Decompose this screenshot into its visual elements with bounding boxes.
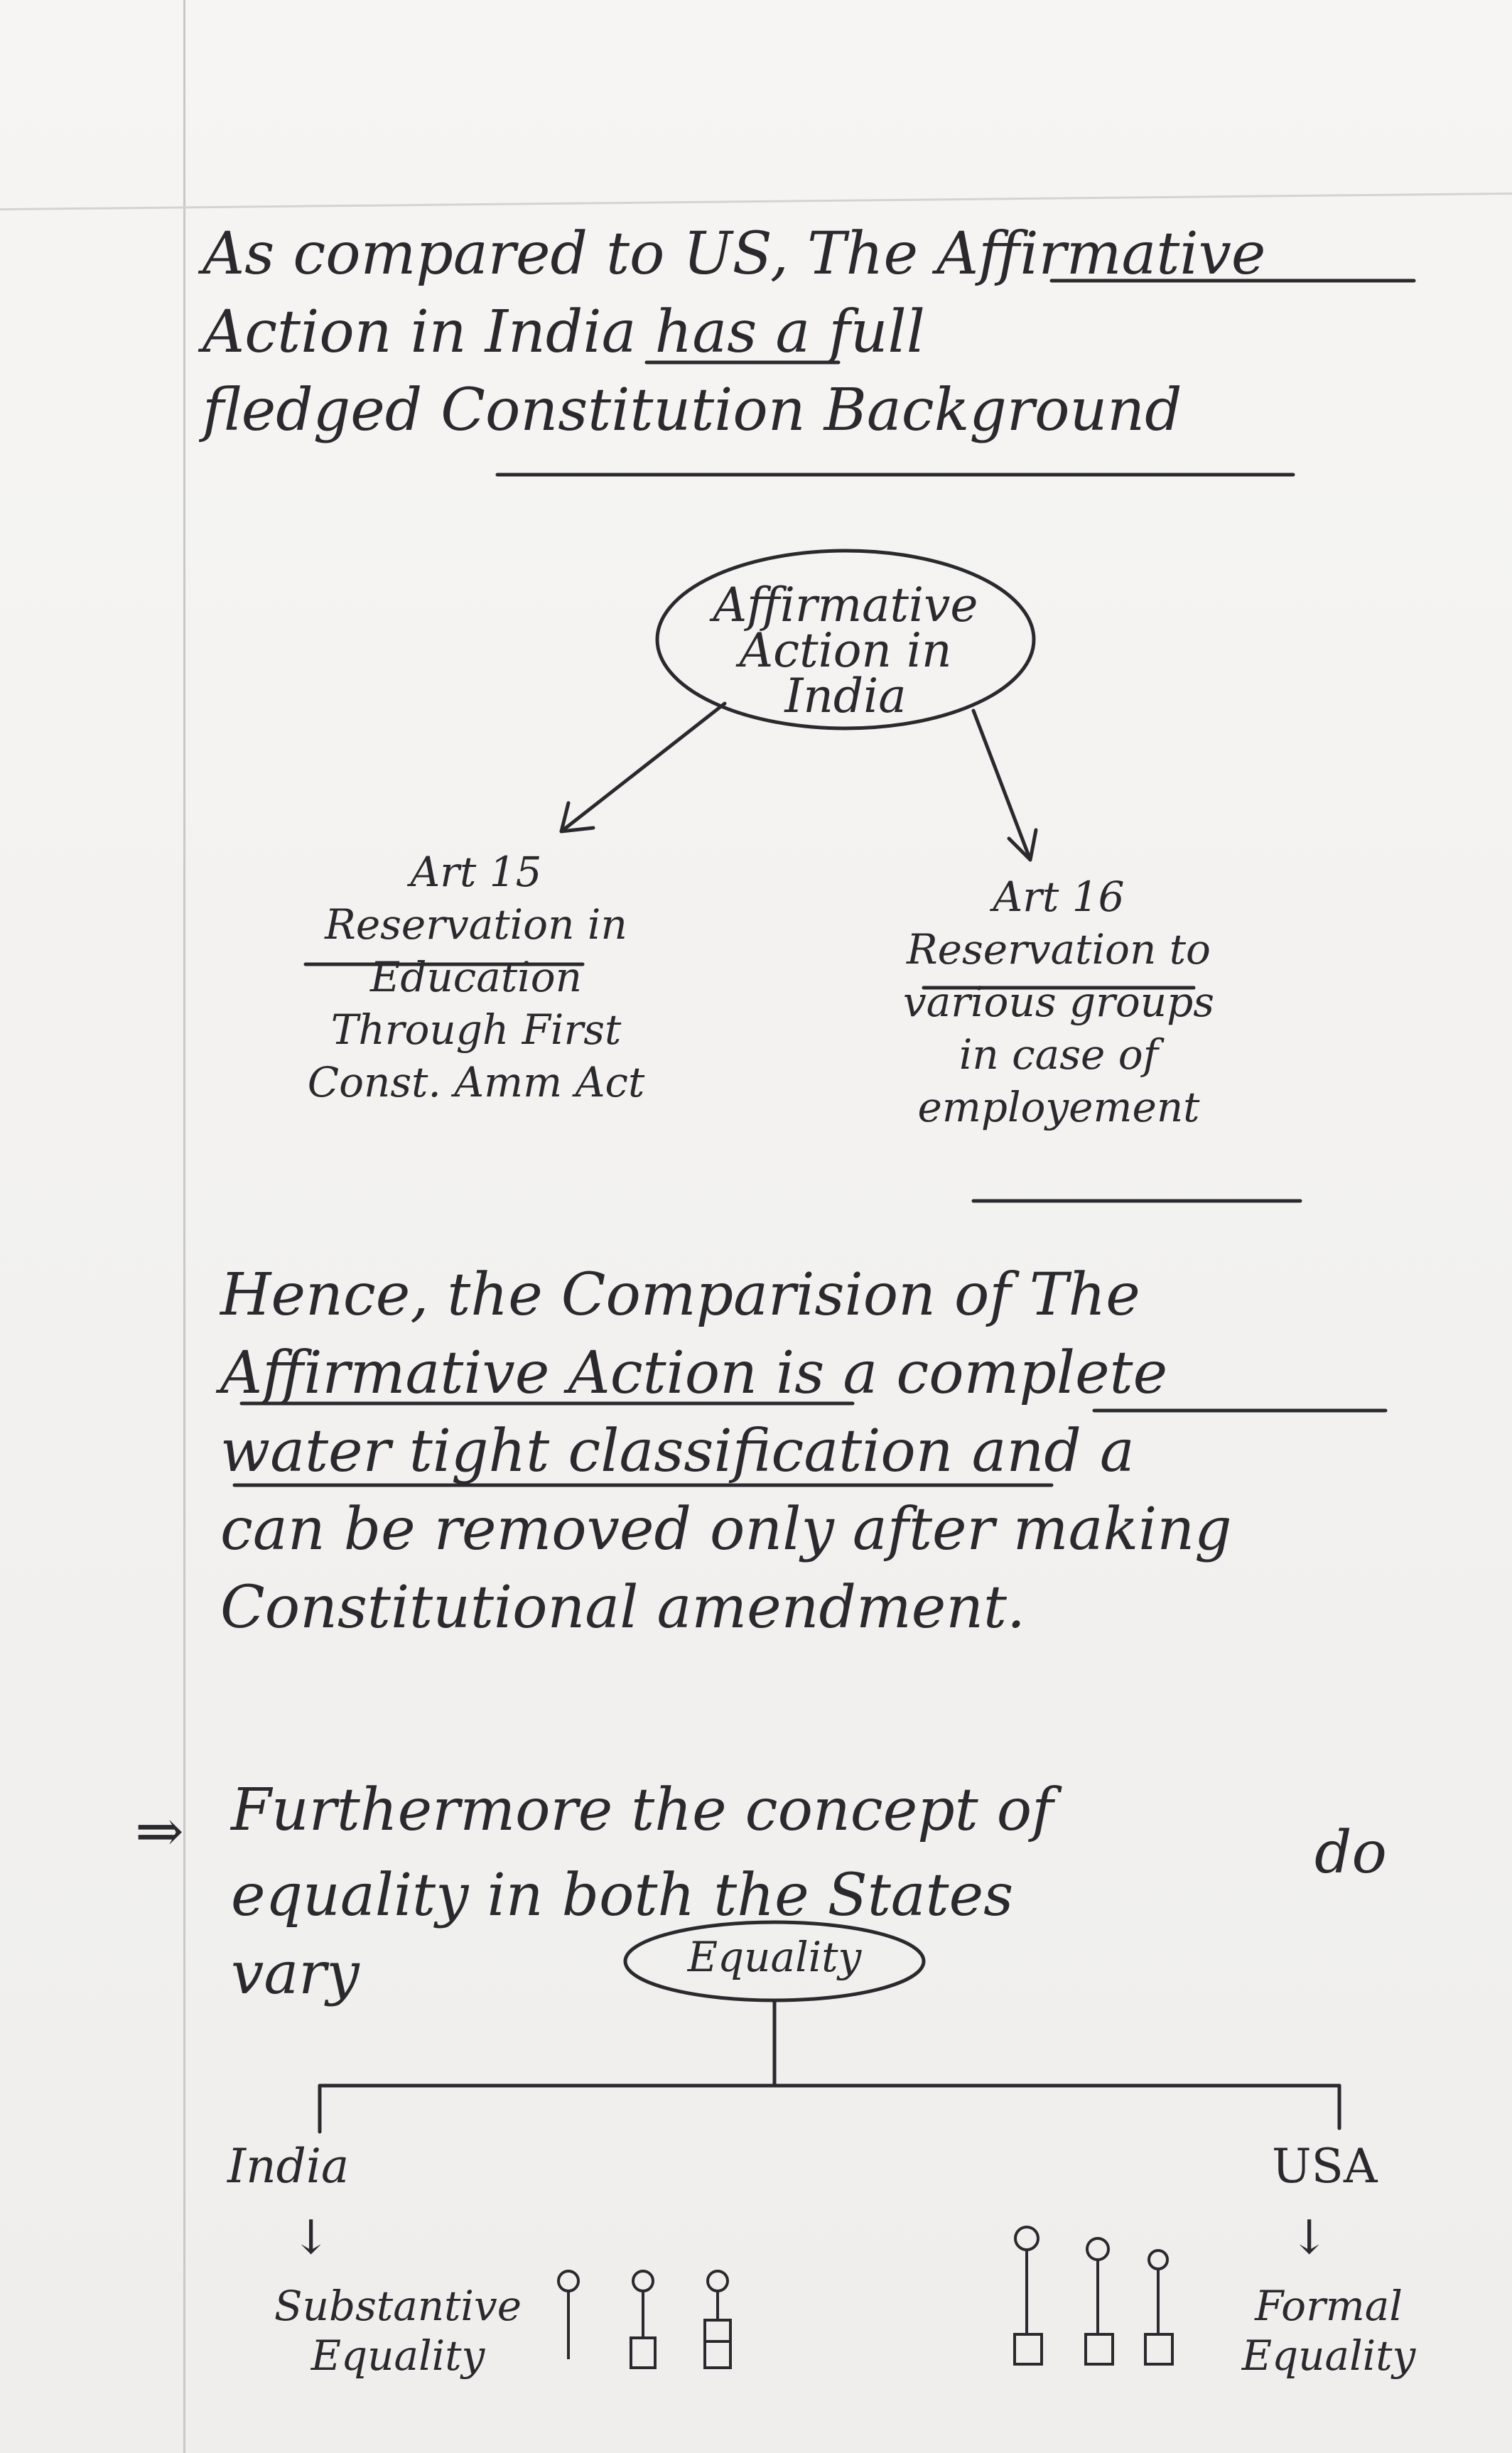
substantive-line-2: Equality xyxy=(310,2331,485,2380)
art16-line-1: Reservation to xyxy=(907,925,1211,974)
root-node-line-2: Action in xyxy=(739,623,952,678)
intro-line-3: fledged Constitution Background xyxy=(202,377,1182,444)
art16-title: Art 16 xyxy=(993,873,1125,921)
further-arrow-icon: ⇒ xyxy=(135,1798,184,1865)
equality-ellipse xyxy=(625,1922,924,2000)
further-line-1: Furthermore the concept of xyxy=(231,1777,1054,1844)
usa-label: USA xyxy=(1272,2139,1378,2194)
india-label: India xyxy=(227,2139,350,2194)
substantive-line-1: Substantive xyxy=(274,2282,522,2330)
conclusion-line-4: can be removed only after making xyxy=(220,1496,1232,1563)
conclusion-line-3: water tight classification and a xyxy=(220,1418,1135,1485)
india-figures xyxy=(558,2271,730,2368)
art15-line-4: Const. Amm Act xyxy=(307,1058,645,1106)
equality-root-node: Equality xyxy=(687,1933,862,1981)
conclusion-line-5: Constitutional amendment. xyxy=(220,1574,1026,1641)
art15-line-1: Reservation in xyxy=(325,900,627,949)
root-ellipse xyxy=(657,551,1034,728)
further-line-1b: do xyxy=(1314,1819,1387,1887)
root-node-line-1: Affirmative xyxy=(713,578,978,632)
formal-line-1: Formal xyxy=(1255,2282,1403,2330)
usa-figures xyxy=(1015,2227,1172,2364)
art15-line-3: Through First xyxy=(330,1006,622,1054)
formal-line-2: Equality xyxy=(1241,2331,1416,2380)
root-node-line-3: India xyxy=(784,669,907,723)
art16-line-2: various groups xyxy=(902,978,1215,1026)
intro-line-1: As compared to US, The Affirmative xyxy=(202,220,1266,288)
art15-title: Art 15 xyxy=(410,848,542,896)
conclusion-line-2: Affirmative Action is a complete xyxy=(220,1339,1168,1407)
arrow-left-line xyxy=(561,703,725,831)
art16-line-4: employement xyxy=(917,1083,1200,1131)
further-line-3: vary xyxy=(231,1940,360,2007)
arrow-right-line xyxy=(973,711,1030,860)
intro-line-2: Action in India has a full xyxy=(202,298,925,366)
art15-line-2: Education xyxy=(369,953,582,1001)
art16-line-3: in case of xyxy=(958,1030,1159,1079)
further-line-2: equality in both the States xyxy=(231,1862,1014,1929)
usa-down-arrow-icon: ↓ xyxy=(1290,2210,1329,2265)
conclusion-line-1: Hence, the Comparision of The xyxy=(220,1261,1140,1329)
india-down-arrow-icon: ↓ xyxy=(291,2210,331,2265)
